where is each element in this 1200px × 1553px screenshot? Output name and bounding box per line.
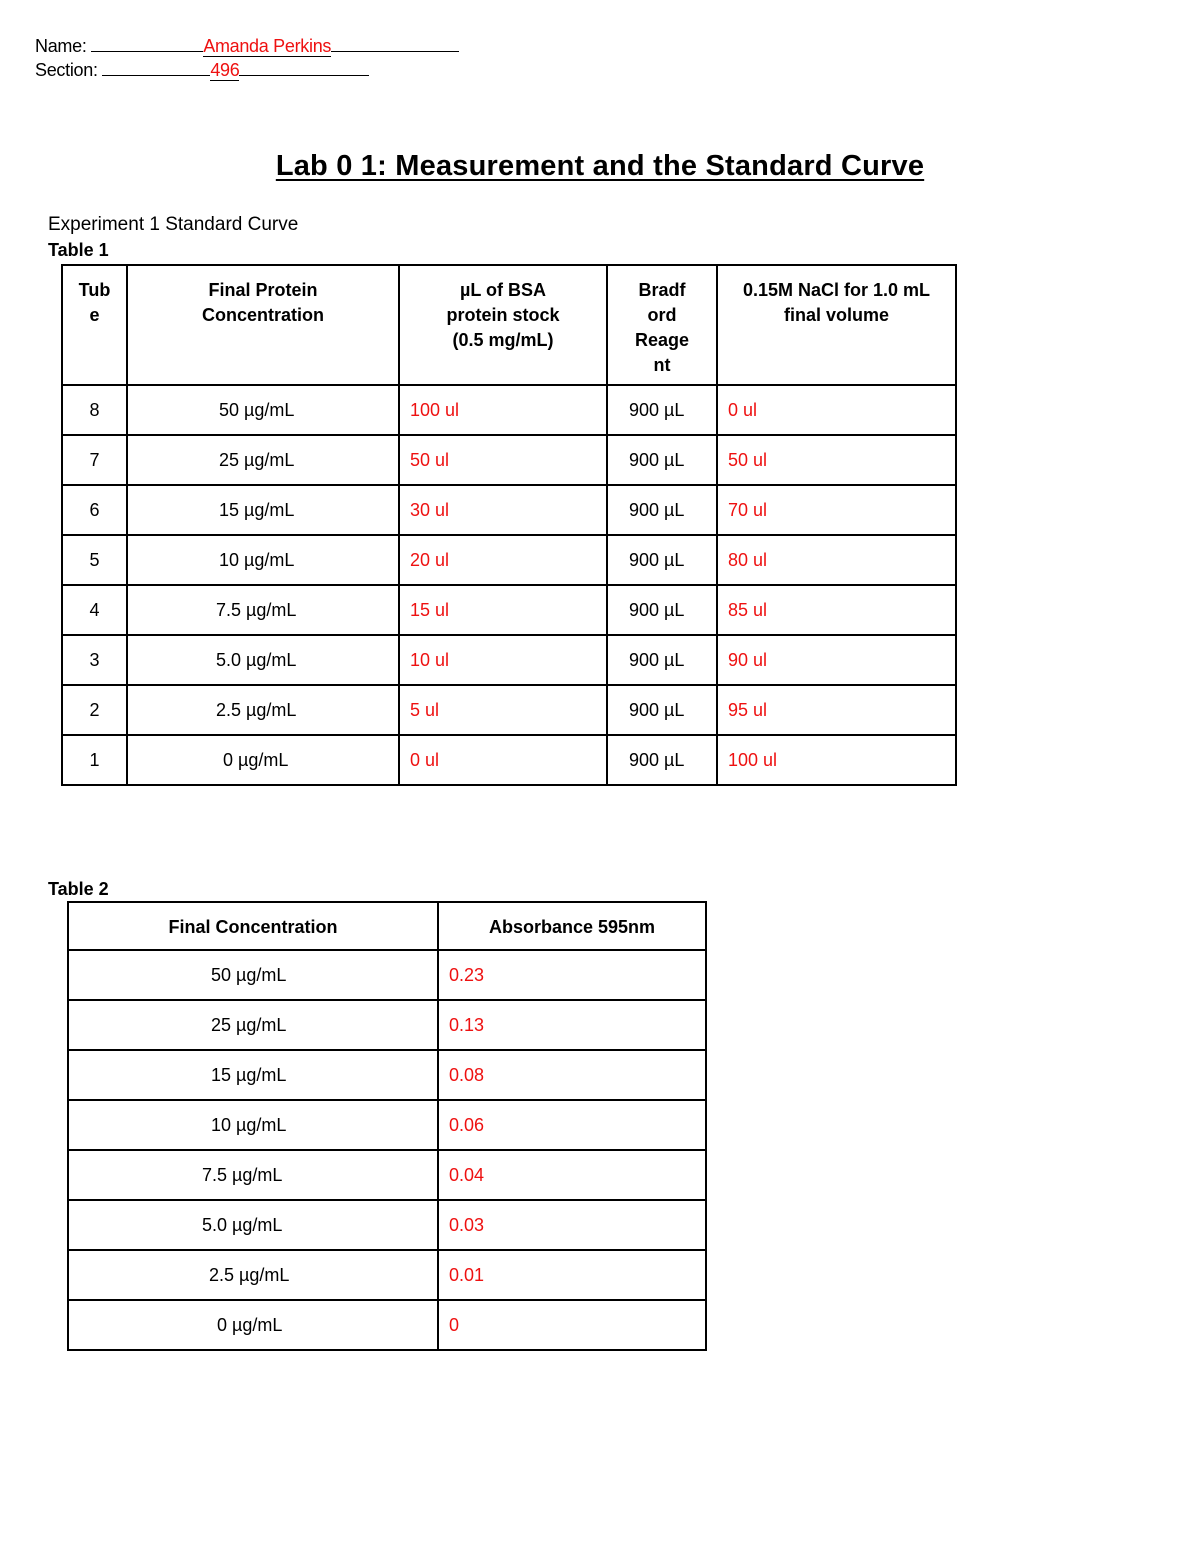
bradford-cell: 900 µL — [607, 385, 717, 435]
table-row — [68, 1200, 706, 1250]
header-final-concentration: Final Concentration — [68, 902, 438, 950]
standard-curve-table — [61, 264, 957, 786]
nacl-cell: 100 ul — [717, 735, 956, 785]
table-row — [62, 435, 956, 485]
nacl-cell: 85 ul — [717, 585, 956, 635]
absorbance-cell: 0.01 — [438, 1250, 706, 1300]
experiment-subtitle: Experiment 1 Standard Curve — [48, 214, 299, 235]
name-label: Name: — [35, 36, 87, 56]
table-row — [62, 485, 956, 535]
header-absorbance: Absorbance 595nm — [438, 902, 706, 950]
concentration-cell: 25 µg/mL — [68, 1000, 438, 1050]
bradford-cell: 900 µL — [607, 435, 717, 485]
bsa-cell: 10 ul — [399, 635, 607, 685]
section-line — [35, 60, 369, 81]
concentration-cell: 2.5 µg/mL — [68, 1250, 438, 1300]
tube-cell: 3 — [62, 635, 127, 685]
bsa-cell: 20 ul — [399, 535, 607, 585]
page-title: Lab 0 1: Measurement and the Standard Curve — [275, 150, 925, 182]
nacl-cell: 95 ul — [717, 685, 956, 735]
tube-cell: 2 — [62, 685, 127, 735]
section-value: 496 — [210, 60, 240, 80]
table-row — [68, 1100, 706, 1150]
table-row — [62, 635, 956, 685]
absorbance-table — [67, 901, 707, 1351]
concentration-cell: 10 µg/mL — [127, 535, 399, 585]
tube-cell: 5 — [62, 535, 127, 585]
table-row — [68, 1050, 706, 1100]
header-nacl-volume: 0.15M NaCl for 1.0 mL final volume — [717, 265, 956, 385]
header-bradford-reagent: Bradf ord Reage nt — [607, 265, 717, 385]
absorbance-cell: 0.08 — [438, 1050, 706, 1100]
table-header-row — [62, 265, 956, 385]
nacl-cell: 90 ul — [717, 635, 956, 685]
absorbance-cell: 0.04 — [438, 1150, 706, 1200]
name-line — [35, 36, 459, 57]
table-row — [68, 1150, 706, 1200]
header-bsa-stock: µL of BSA protein stock (0.5 mg/mL) — [399, 265, 607, 385]
absorbance-cell: 0.13 — [438, 1000, 706, 1050]
bradford-cell: 900 µL — [607, 585, 717, 635]
concentration-cell: 50 µg/mL — [68, 950, 438, 1000]
nacl-cell: 50 ul — [717, 435, 956, 485]
table-row — [68, 1300, 706, 1350]
absorbance-cell: 0.23 — [438, 950, 706, 1000]
bsa-cell: 0 ul — [399, 735, 607, 785]
bradford-cell: 900 µL — [607, 485, 717, 535]
table-row — [68, 1000, 706, 1050]
header-final-protein-concentration: Final Protein Concentration — [127, 265, 399, 385]
table-row — [68, 950, 706, 1000]
concentration-cell: 0 µg/mL — [127, 735, 399, 785]
table2-label: Table 2 — [48, 879, 109, 899]
bsa-cell: 15 ul — [399, 585, 607, 635]
bradford-cell: 900 µL — [607, 635, 717, 685]
absorbance-cell: 0.06 — [438, 1100, 706, 1150]
tube-cell: 8 — [62, 385, 127, 435]
table1-label: Table 1 — [48, 240, 109, 260]
bsa-cell: 50 ul — [399, 435, 607, 485]
concentration-cell: 7.5 µg/mL — [68, 1150, 438, 1200]
bradford-cell: 900 µL — [607, 735, 717, 785]
table-row — [62, 685, 956, 735]
tube-cell: 1 — [62, 735, 127, 785]
bradford-cell: 900 µL — [607, 685, 717, 735]
concentration-cell: 25 µg/mL — [127, 435, 399, 485]
tube-cell: 7 — [62, 435, 127, 485]
table-row — [68, 1250, 706, 1300]
concentration-cell: 50 µg/mL — [127, 385, 399, 435]
concentration-cell: 15 µg/mL — [127, 485, 399, 535]
name-value: Amanda Perkins — [203, 36, 332, 56]
bsa-cell: 100 ul — [399, 385, 607, 435]
concentration-cell: 15 µg/mL — [68, 1050, 438, 1100]
bsa-cell: 30 ul — [399, 485, 607, 535]
table-row — [62, 735, 956, 785]
table-row — [62, 385, 956, 435]
section-label: Section: — [35, 60, 98, 80]
concentration-cell: 10 µg/mL — [68, 1100, 438, 1150]
concentration-cell: 5.0 µg/mL — [127, 635, 399, 685]
nacl-cell: 0 ul — [717, 385, 956, 435]
absorbance-cell: 0.03 — [438, 1200, 706, 1250]
absorbance-cell: 0 — [438, 1300, 706, 1350]
tube-cell: 6 — [62, 485, 127, 535]
concentration-cell: 7.5 µg/mL — [127, 585, 399, 635]
nacl-cell: 80 ul — [717, 535, 956, 585]
bsa-cell: 5 ul — [399, 685, 607, 735]
tube-cell: 4 — [62, 585, 127, 635]
table-row — [62, 535, 956, 585]
table-row — [62, 585, 956, 635]
concentration-cell: 0 µg/mL — [68, 1300, 438, 1350]
nacl-cell: 70 ul — [717, 485, 956, 535]
concentration-cell: 2.5 µg/mL — [127, 685, 399, 735]
table-header-row — [68, 902, 706, 950]
concentration-cell: 5.0 µg/mL — [68, 1200, 438, 1250]
bradford-cell: 900 µL — [607, 535, 717, 585]
header-tube: Tub e — [62, 265, 127, 385]
